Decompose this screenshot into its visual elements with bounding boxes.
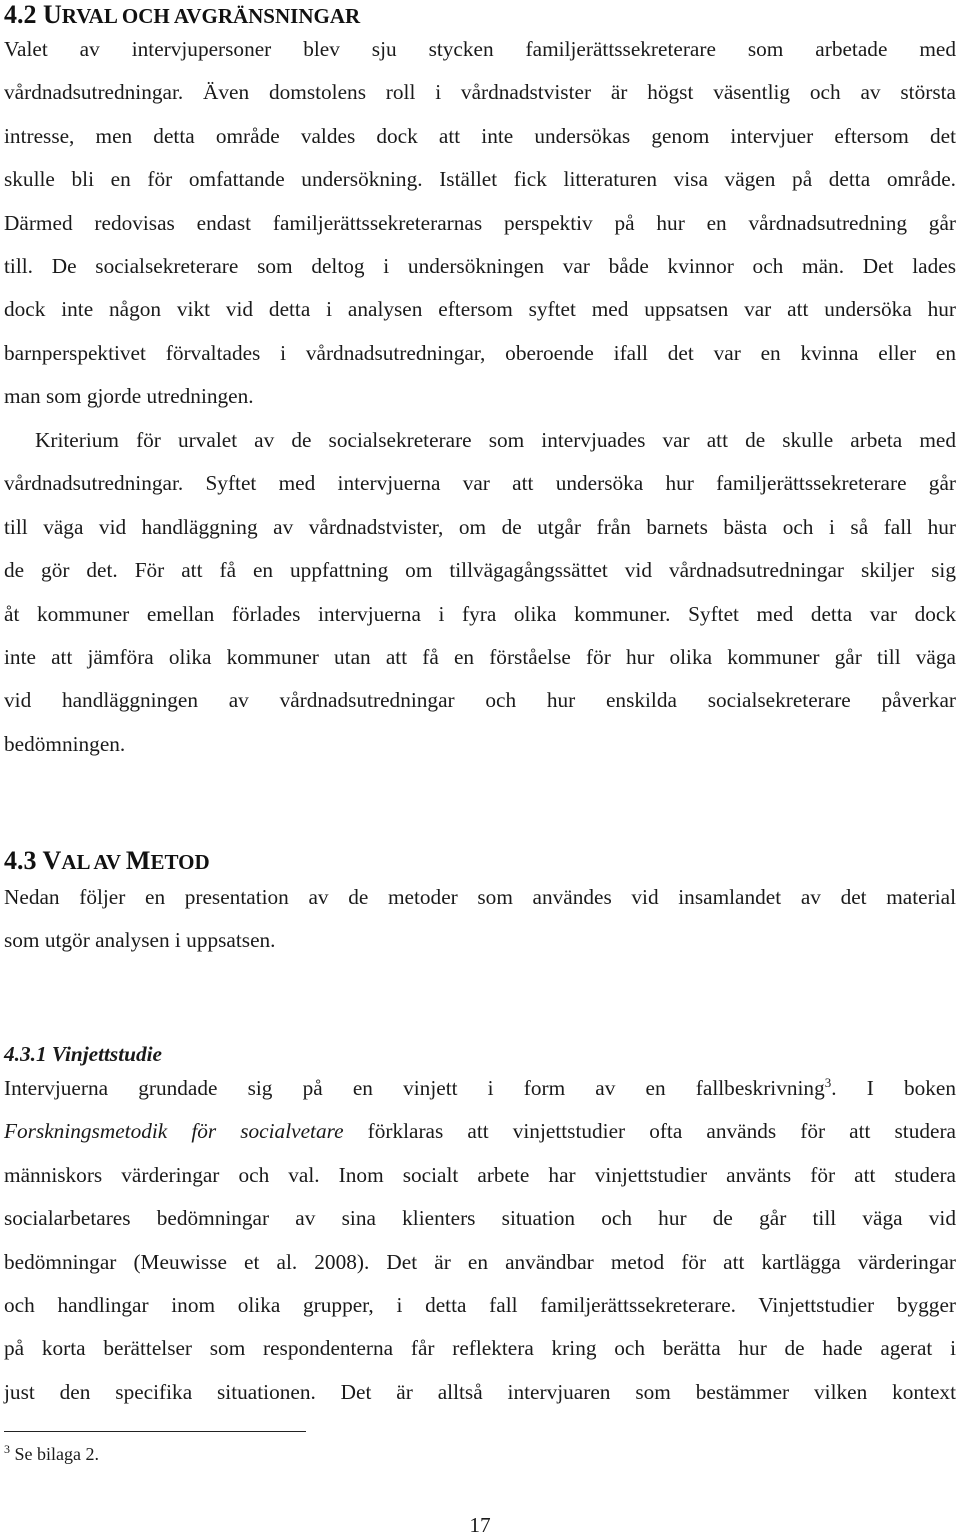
section-number: 4.2 <box>4 0 37 29</box>
book-title: Forskningsmetodik för socialvetare <box>4 1119 344 1144</box>
text-span: Intervjuerna grundade sig på en vinjett i form av en fallbeskrivning <box>4 1076 825 1100</box>
paragraph-urval-1 <box>4 28 956 419</box>
paragraph-urval-2 <box>4 419 956 766</box>
section-title-rest: RVAL OCH AVGRÄNSNINGAR <box>61 4 361 28</box>
text-line: vårdnadsutredningar. Även domstolens roll i vårdnadstvister är högst väsentlig och av största <box>4 80 956 105</box>
text-line: bedömningen. <box>4 731 126 756</box>
text-line: skulle bli en för omfattande undersökning. Istället fick litteraturen visa vägen på detta område. <box>4 167 956 192</box>
section-title-initial: U <box>43 0 62 29</box>
footnote <box>4 1441 99 1467</box>
text-line: åt kommuner emellan förlades intervjuerna i fyra olika kommuner. Syftet med detta var dock <box>4 601 956 626</box>
text-span: . I boken <box>831 1076 956 1100</box>
text-line: vid handläggningen av vårdnadsutredningar och hur enskilda socialsekreterare påverkar <box>4 688 956 713</box>
section-title-part: M <box>125 846 151 875</box>
text-line: Valet av intervjupersoner blev sju stycken familjerättssekreterare som arbetade med <box>4 37 956 61</box>
text-line <box>4 1067 956 1110</box>
text-line: till. De socialsekreterare som deltog i undersökningen var både kvinnor och män. Det lades <box>4 254 956 279</box>
footnote-marker: 3 <box>4 1442 10 1456</box>
text-line: barnperspektivet förvaltades i vårdnadsutredningar, oberoende ifall det var en kvinna eller en <box>4 340 956 365</box>
section-heading-4-3 <box>4 846 210 877</box>
footnote-divider <box>4 1431 306 1432</box>
text-line: på korta berättelser som respondenterna får reflektera kring och berätta hur de hade agerat i <box>4 1336 956 1361</box>
section-title-rest: ETOD <box>150 850 210 874</box>
text-line: dock inte någon vikt vid detta i analysen eftersom syftet med uppsatsen var att undersöka hur <box>4 297 956 322</box>
text-line <box>4 1110 956 1153</box>
paragraph-vinjettstudie <box>4 1067 956 1414</box>
text-line: Nedan följer en presentation av de metoder som användes vid insamlandet av det material <box>4 885 956 909</box>
text-line: socialarbetares bedömningar av sina klienters situation och hur de går till väga vid <box>4 1206 956 1231</box>
subsection-heading-4-3-1: 4.3.1 Vinjettstudie <box>4 1042 162 1066</box>
section-number: 4.3 <box>4 846 37 875</box>
text-line: inte att jämföra olika kommuner utan att få en förståelse för hur olika kommuner går till väga <box>4 645 956 670</box>
text-line: människors värderingar och val. Inom socialt arbete har vinjettstudier använts för att studera <box>4 1162 956 1187</box>
footnote-reference[interactable]: 3 <box>824 1074 832 1090</box>
text-line: bedömningar (Meuwisse et al. 2008). Det är en användbar metod för att kartlägga värderingar <box>4 1249 956 1274</box>
text-line: intresse, men detta område valdes dock att inte undersökas genom intervjuer eftersom det <box>4 123 956 148</box>
text-span: förklaras att vinjettstudier ofta används för att studera <box>343 1119 956 1144</box>
text-line: Kriterium för urvalet av de socialsekreterare som intervjuades var att de skulle arbeta med <box>35 428 956 452</box>
text-line: till väga vid handläggning av vårdnadstvister, om de utgår från barnets bästa och i så fall hur <box>4 514 956 539</box>
text-line: som utgör analysen i uppsatsen. <box>4 928 276 953</box>
paragraph-metod <box>4 876 956 963</box>
footnote-text: Se bilaga 2. <box>10 1444 99 1464</box>
text-line: de gör det. För att få en uppfattning om tillvägagångssättet vid vårdnadsutredningar skiljer sig <box>4 558 956 583</box>
section-heading-4-2 <box>4 0 360 31</box>
text-line: och handlingar inom olika grupper, i detta fall familjerättssekreterare. Vinjettstudier bygger <box>4 1293 956 1318</box>
text-line: just den specifika situationen. Det är alltså intervjuaren som bestämmer vilken kontext <box>4 1379 956 1404</box>
text-line: man som gjorde utredningen. <box>4 384 254 409</box>
page-number: 17 <box>469 1513 491 1537</box>
text-line: vårdnadsutredningar. Syftet med intervjuerna var att undersöka hur familjerättssekreterare går <box>4 471 956 496</box>
section-title-part: AL AV <box>61 850 126 874</box>
section-title-initial: V <box>42 846 62 875</box>
text-line: Därmed redovisas endast familjerättssekreterarnas perspektiv på hur en vårdnadsutredning går <box>4 210 956 235</box>
